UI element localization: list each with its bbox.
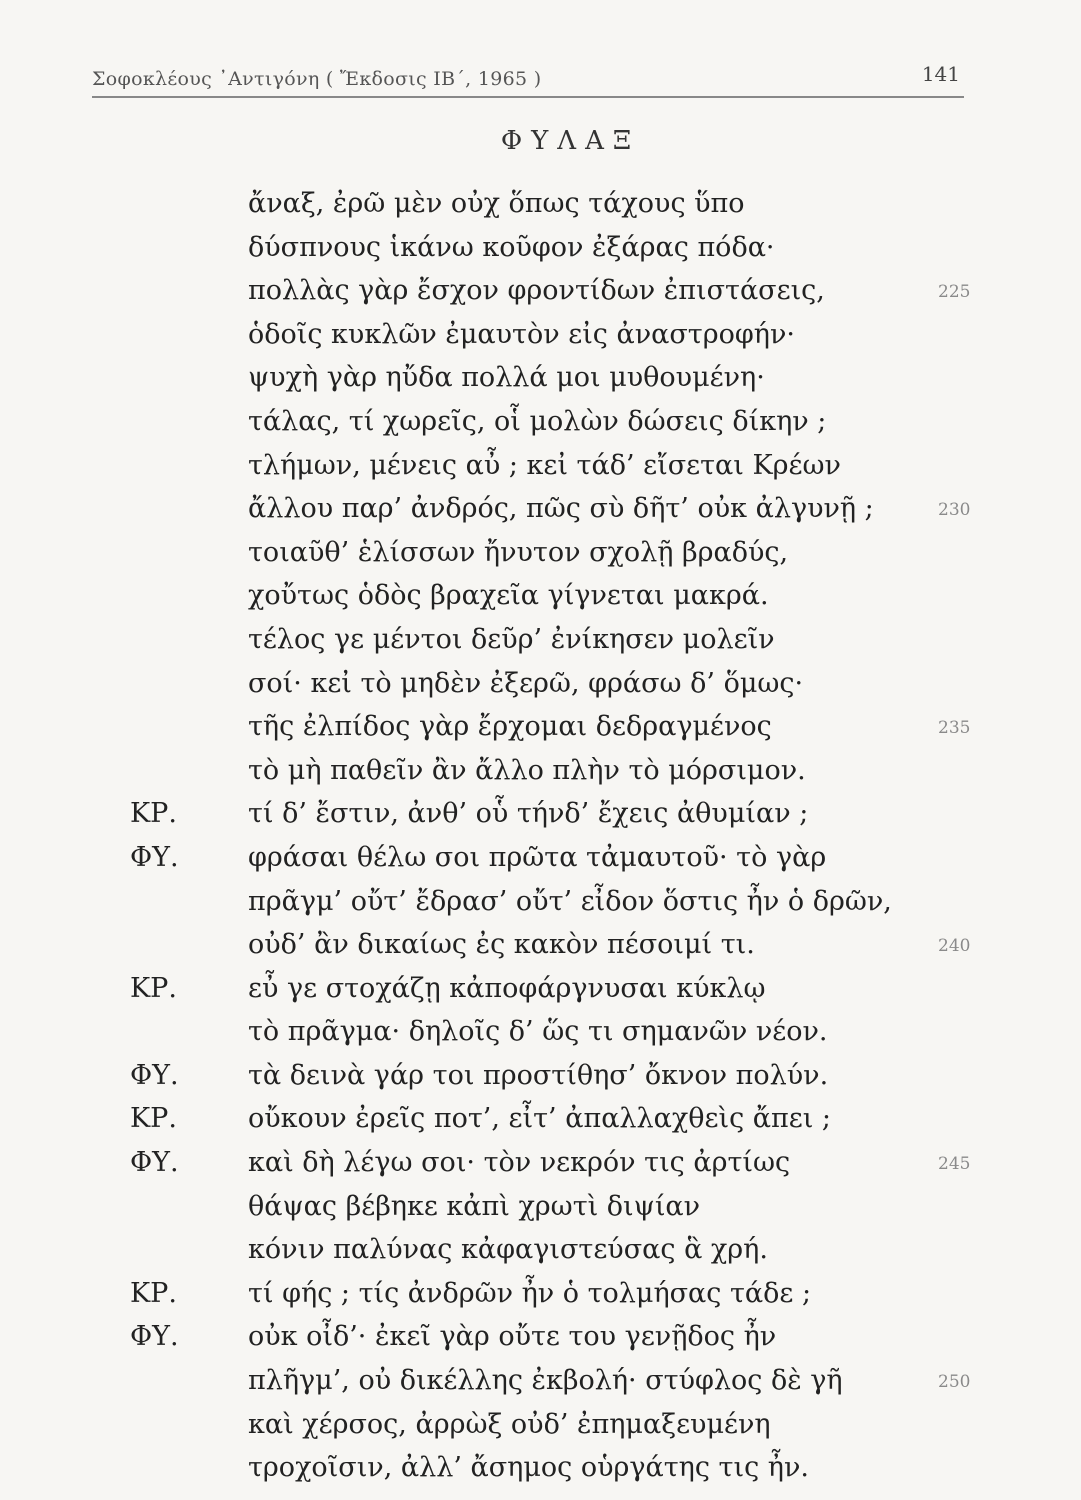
verse-line [0, 1272, 1081, 1316]
speaker-label: ΚΡ. [130, 1277, 177, 1309]
verse-line [0, 1315, 1081, 1359]
verse-line [0, 1010, 1081, 1054]
verse-text: ψυχὴ γὰρ ηὔδα πολλά μοι μυθουμένη· [248, 362, 765, 394]
verse-line [0, 923, 1081, 967]
line-number: 245 [938, 1154, 971, 1175]
verse-lines [0, 182, 1081, 1490]
verse-text: τί δ’ ἔστιν, ἀνθ’ οὗ τήνδ’ ἔχεις ἀθυμίαν ; [248, 798, 809, 830]
verse-text: τῆς ἐλπίδος γὰρ ἔρχομαι δεδραγμένος [248, 711, 772, 743]
page-number: 141 [921, 62, 960, 86]
verse-line [0, 967, 1081, 1011]
verse-text: τὸ πρᾶγμα· δηλοῖς δ’ ὥς τι σημανῶν νέον. [248, 1016, 828, 1048]
verse-line [0, 836, 1081, 880]
verse-text: τοιαῦθ’ ἑλίσσων ἤνυτον σχολῇ βραδύς, [248, 536, 789, 568]
line-number: 225 [938, 282, 971, 303]
verse-text: τί φής ; τίς ἀνδρῶν ἦν ὁ τολμήσας τάδε ; [248, 1277, 812, 1309]
verse-line [0, 574, 1081, 618]
speaker-label: ΚΡ. [130, 972, 177, 1004]
verse-text: τάλας, τί χωρεῖς, οἷ μολὼν δώσεις δίκην ; [248, 405, 827, 437]
verse-line [0, 705, 1081, 749]
verse-text: εὖ γε στοχάζῃ κἀποφάργνυσαι κύκλῳ [248, 972, 766, 1004]
verse-line [0, 662, 1081, 706]
speaker-label: ΚΡ. [130, 1103, 177, 1135]
verse-line [0, 749, 1081, 793]
verse-line [0, 1359, 1081, 1403]
line-number: 250 [938, 1372, 971, 1393]
verse-line [0, 444, 1081, 488]
verse-text: οὐδ’ ἂν δικαίως ἐς κακὸν πέσοιμί τι. [248, 929, 755, 961]
verse-line [0, 313, 1081, 357]
verse-text: δύσπνους ἱκάνω κοῦφον ἐξάρας πόδα· [248, 231, 775, 263]
verse-text: πρᾶγμ’ οὔτ’ ἔδρασ’ οὔτ’ εἶδον ὅστις ἦν ὁ δρῶν, [248, 885, 892, 917]
verse-text: θάψας βέβηκε κἀπὶ χρωτὶ διψίαν [248, 1190, 701, 1222]
verse-text: οὐκ οἶδ’· ἐκεῖ γὰρ οὔτε του γενῇδος ἦν [248, 1321, 777, 1353]
verse-text: σοί· κεἰ τὸ μηδὲν ἐξερῶ, φράσω δ’ ὅμως· [248, 667, 804, 699]
header-rule [92, 96, 964, 98]
verse-line [0, 487, 1081, 531]
verse-line [0, 1141, 1081, 1185]
verse-text: ἄλλου παρ’ ἀνδρός, πῶς σὺ δῆτ’ οὐκ ἀλγυνῇ ; [248, 493, 874, 525]
verse-line [0, 531, 1081, 575]
verse-text: καὶ δὴ λέγω σοι· τὸν νεκρόν τις ἀρτίως [248, 1147, 791, 1179]
verse-line [0, 1228, 1081, 1272]
verse-line [0, 226, 1081, 270]
line-number: 235 [938, 718, 971, 739]
verse-line [0, 1054, 1081, 1098]
verse-text: ὁδοῖς κυκλῶν ἐμαυτὸν εἰς ἀναστροφήν· [248, 318, 795, 350]
verse-line [0, 1403, 1081, 1447]
verse-text: φράσαι θέλω σοι πρῶτα τἀμαυτοῦ· τὸ γὰρ [248, 841, 827, 873]
verse-text: τροχοῖσιν, ἀλλ’ ἄσημος οὑργάτης τις ἦν. [248, 1452, 809, 1484]
verse-text: ἄναξ, ἐρῶ μὲν οὐχ ὅπως τάχους ὕπο [248, 188, 745, 219]
verse-text: κόνιν παλύνας κἀφαγιστεύσας ἃ χρή. [248, 1234, 768, 1266]
verse-line [0, 1097, 1081, 1141]
verse-line [0, 356, 1081, 400]
verse-line [0, 400, 1081, 444]
verse-text: τὸ μὴ παθεῖν ἂν ἄλλο πλὴν τὸ μόρσιμον. [248, 754, 806, 786]
verse-line [0, 1446, 1081, 1490]
verse-text: καὶ χέρσος, ἀρρὼξ οὐδ’ ἐπημαξευμένη [248, 1408, 771, 1440]
verse-line [0, 880, 1081, 924]
verse-line [0, 618, 1081, 662]
verse-text: πολλὰς γὰρ ἔσχον φροντίδων ἐπιστάσεις, [248, 275, 825, 307]
speaker-label: ΦΥ. [130, 841, 179, 873]
speaker-label: ΦΥ. [130, 1321, 179, 1353]
line-number: 230 [938, 500, 971, 521]
verse-text: τλήμων, μένεις αὖ ; κεἰ τάδ’ εἴσεται Κρέων [248, 449, 841, 481]
running-header [92, 60, 964, 100]
verse-line [0, 182, 1081, 226]
header-title: Σοφοκλέους ᾿Αντιγόνη ( Ἔκδοσις ΙΒ΄, 1965 ) [92, 68, 542, 90]
verse-text: χοὔτως ὁδὸς βραχεῖα γίγνεται μακρά. [248, 580, 769, 612]
verse-line [0, 269, 1081, 313]
speaker-label: ΦΥ. [130, 1147, 179, 1179]
line-number: 240 [938, 936, 971, 957]
speaker-heading: ΦΥΛΑΞ [500, 126, 641, 156]
verse-text: οὔκουν ἐρεῖς ποτ’, εἶτ’ ἀπαλλαχθεὶς ἄπει ; [248, 1103, 832, 1135]
verse-text: τὰ δεινὰ γάρ τοι προστίθησ’ ὄκνον πολύν. [248, 1059, 829, 1091]
verse-text: τέλος γε μέντοι δεῦρ’ ἐνίκησεν μολεῖν [248, 623, 775, 655]
verse-text: πλῆγμ’, οὐ δικέλλης ἐκβολή· στύφλος δὲ γῆ [248, 1365, 843, 1397]
speaker-label: ΚΡ. [130, 798, 177, 830]
verse-line [0, 792, 1081, 836]
verse-line [0, 1185, 1081, 1229]
speaker-label: ΦΥ. [130, 1059, 179, 1091]
